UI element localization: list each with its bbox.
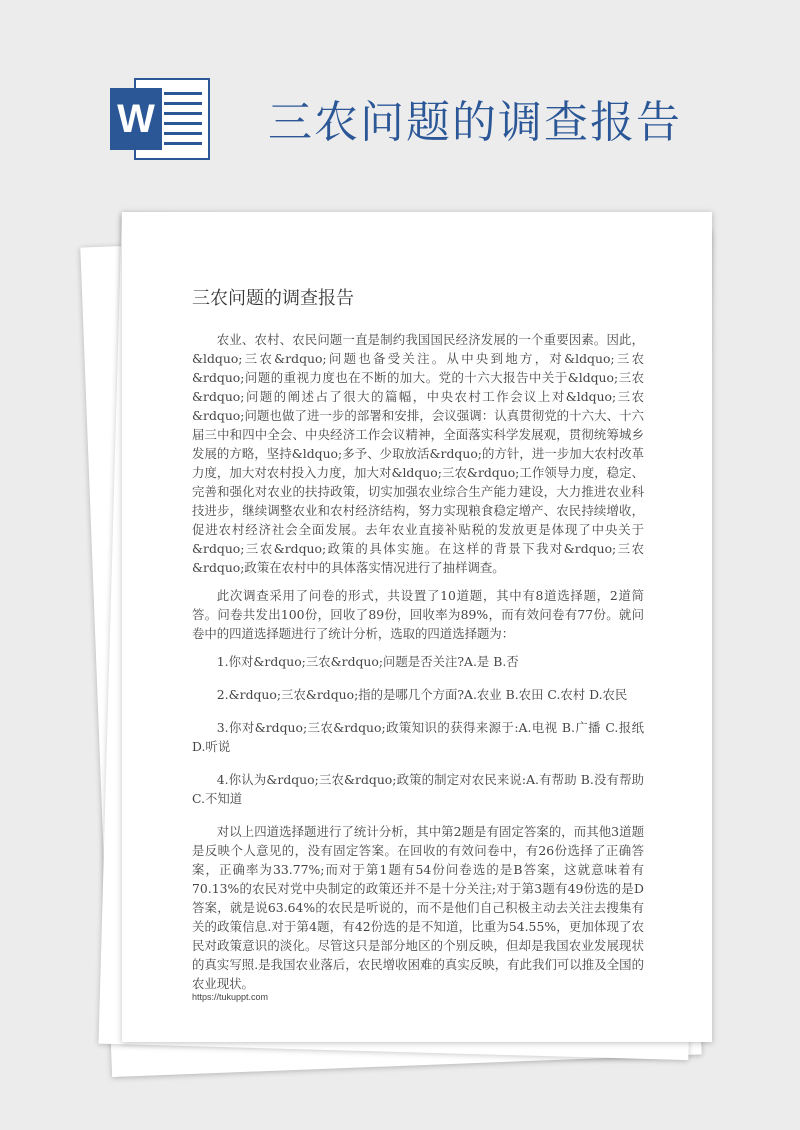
word-document-icon — [110, 78, 210, 160]
document-page — [122, 212, 712, 1042]
footer-url[interactable]: https://tukuppt.com — [192, 992, 269, 1002]
word-letter-icon: W — [110, 88, 162, 150]
question-item: 2.&rdquo;三农&rdquo;指的是哪几个方面?A.农业 B.农田 C.农村 D.农民 — [216, 687, 628, 702]
intro-paragraph: 农业、农村、农民问题一直是制约我国国民经济发展的一个重要因素。因此，&ldquo;三农&rdquo;问题也备受关注。从中央到地方，对&ldquo;三农&rdquo;问题的重视力度也在不断的加大。党的十六大报告中关于&ldquo;三农&rdquo;问题的阐述占了很大的篇幅，中央农村工作会议上对&ldquo;三农&rdquo;问题也做了进一步的部署和安排，会议强调：认真贯彻党的十六大、十六届三中和四中全会、中央经济工作会议精神，全面落实科学发展观，贯彻统筹城乡发展的方略，坚持&ldquo;多予、少取放活&rdquo;的方针，进一步加大农村改革力度，加大对农村投入力度，加大对&ldquo;三农&rdquo;工作领导力度，稳定、完善和强化对农业的扶持政策，切实加强农业综合生产能力建设，大力推进农业科技进步，继续调整农业和农村经济结构，努力实现粮食稳定增产、农民持续增收，促进农村经济社会全面发展。去年农业直接补贴税的发放更是体现了中央关于&rdquo;三农&rdquo;政策的具体实施。在这样的背景下我对&rdquo;三农&rdquo;政策在农村中的具体落实情况进行了抽样调查。 — [192, 332, 644, 575]
header-title: 三农问题的调查报告 — [268, 97, 682, 148]
document-title: 三农问题的调查报告 — [192, 288, 354, 309]
question-item: 4.你认为&rdquo;三农&rdquo;政策的制定对农民来说:A.有帮助 B.没有帮助 C.不知道 — [192, 772, 644, 806]
header — [0, 0, 800, 200]
document-body — [192, 330, 644, 1002]
question-item: 3.你对&rdquo;三农&rdquo;政策知识的获得来源于:A.电视 B.广播 C.报纸 D.听说 — [192, 720, 644, 754]
conclusion-paragraph: 对以上四道选择题进行了统计分析，其中第2题是有固定答案的，而其他3道题是反映个人意见的，没有固定答案。在回收的有效问卷中，有26份选择了正确答案，正确率为33.77%;而对于第1题有54份问卷选的是B答案，这就意味着有70.13%的农民对党中央制定的政策还并不是十分关注;对于第3题有49份选的是D答案，就是说63.64%的农民是听说的，而不是他们自己积极主动去关注去搜集有关的政策信息.对于第4题，有42份选的是不知道，比重为54.55%，更加体现了农民对政策意识的淡化。尽管这只是部分地区的个别反映，但却是我国农业发展现状的真实写照.是我国农业落后，农民增收困难的真实反映，有此我们可以推及全国的农业现状。 — [192, 824, 644, 991]
question-item: 1.你对&rdquo;三农&rdquo;问题是否关注?A.是 B.否 — [216, 654, 519, 669]
survey-paragraph: 此次调查采用了问卷的形式，共设置了10道题，其中有8道选择题，2道简答。问卷共发出100份，回收了89份，回收率为89%，而有效问卷有77份。就问卷中的四道选择题进行了统计分析，选取的四道选择题为： — [192, 588, 644, 641]
